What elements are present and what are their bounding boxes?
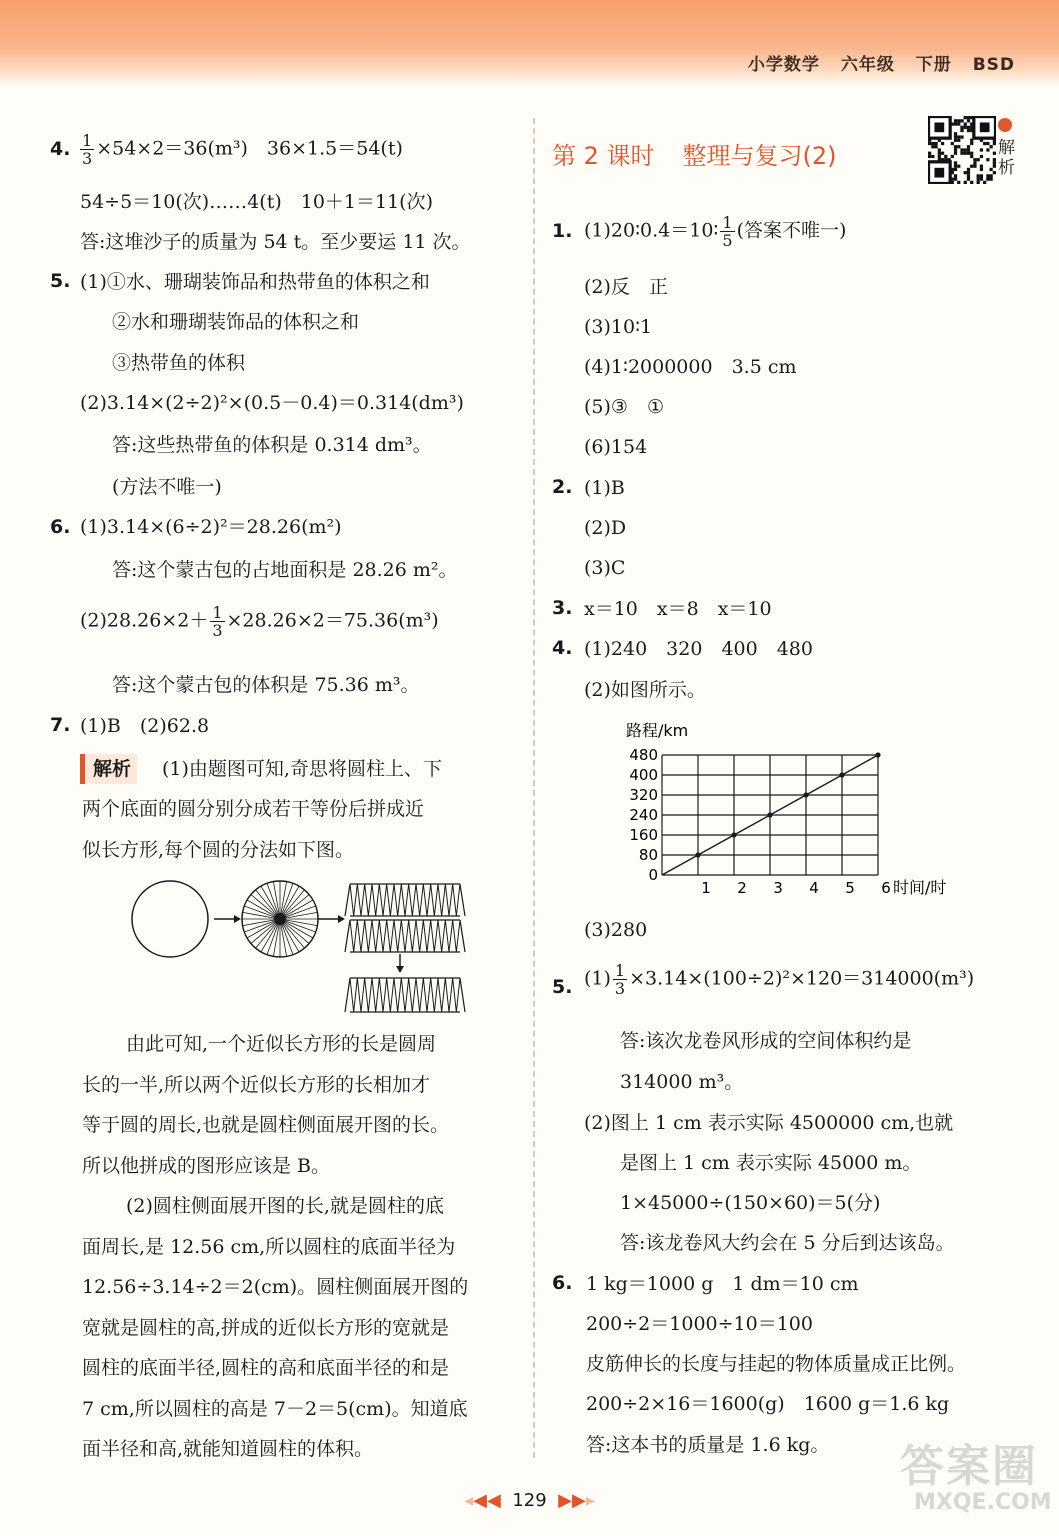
right-q5-line-1: (1) $\frac{1}{3}$ ×3.14×(100÷2)²×120＝314000(m³): [584, 961, 975, 998]
text-line: 宽就是圆柱的高,拼成的近似长方形的宽就是: [82, 1316, 450, 1339]
analysis-p1-first: (1)由题图可知,奇思将圆柱上、下: [162, 758, 442, 780]
chart-xlabel: 时间/时: [893, 878, 947, 897]
next-page-icon[interactable]: ▸: [585, 1490, 595, 1511]
fraction: $\frac{1}{3}$: [212, 603, 223, 640]
page-header-band: [0, 0, 1059, 86]
question-number-7: 7.: [50, 714, 71, 736]
qr-code-icon[interactable]: [928, 116, 996, 184]
right-q1-line-1: (1)20∶0.4＝10∶ $\frac{1}{5}$ (答案不唯一): [584, 213, 847, 250]
zigzag-teeth: [350, 884, 460, 916]
right-q1-line-6: (6)154: [584, 436, 648, 458]
prev-page-icon[interactable]: ◂: [464, 1490, 474, 1511]
header-subject: 小学数学: [747, 55, 820, 75]
right-q1-line-4: (4)1∶2000000 3.5 cm: [584, 356, 797, 378]
question-number-6: 6.: [50, 516, 71, 538]
right-q6-line-3: 皮筋伸长的长度与挂起的物体质量成正比例。: [586, 1353, 967, 1375]
chart-ticks: [629, 746, 890, 897]
header-edition: BSD: [972, 55, 1015, 75]
right-q6-line-1: 1 kg＝1000 g 1 dm＝10 cm: [586, 1273, 859, 1295]
arrow-down-icon: [396, 954, 404, 973]
left-q5-line-6: (方法不唯一): [112, 476, 222, 498]
watermark: [900, 1430, 1052, 1515]
data-point: [803, 792, 808, 797]
x-tick-label: 3: [773, 879, 783, 897]
zigzag-teeth: [350, 978, 460, 1012]
data-point: [875, 752, 880, 757]
text-line: 面周长,是 12.56 cm,所以圆柱的底面半径为: [82, 1235, 456, 1258]
data-point: [731, 832, 736, 837]
right-q1-line-3: (3)10∶1: [584, 316, 653, 338]
lesson-name: 整理与复习(2): [682, 142, 837, 170]
question-number-6: 6.: [552, 1272, 573, 1294]
x-tick-label: 2: [737, 879, 747, 897]
header-term: 下册: [915, 55, 952, 75]
chart-series: [662, 752, 881, 875]
left-q4-line-1: $\frac{1}{3}$ ×54×2＝36(m³) 36×1.5＝54(t): [82, 131, 403, 168]
right-q5-line-7: 答:该龙卷风大约会在 5 分后到达该岛。: [620, 1232, 955, 1254]
question-number-4: 4.: [552, 637, 573, 659]
x-tick-label: 5: [845, 879, 855, 897]
right-q4-line-2: (2)如图所示。: [584, 679, 706, 701]
y-tick-label: 320: [629, 786, 658, 804]
circle-division-diagram: [130, 878, 475, 1018]
right-q1-line-5: (5)③ ①: [584, 396, 664, 418]
analysis-p2: [82, 1024, 449, 1186]
right-q5-line-3: 314000 m³。: [620, 1071, 744, 1093]
x-tick-label: 4: [809, 879, 819, 897]
play-icon: [998, 118, 1012, 132]
text-line: 7 cm,所以圆柱的高是 7－2＝5(cm)。知道底: [82, 1397, 468, 1420]
right-q5-line-6: 1×45000÷(150×60)＝5(分): [620, 1192, 881, 1214]
distance-time-chart: [590, 712, 980, 902]
header-grade: 六年级: [840, 55, 895, 75]
left-q4-line-3: 答:这堆沙子的质量为 54 t。至少要运 11 次。: [80, 231, 471, 253]
right-q2-line-2: (2)D: [584, 517, 627, 539]
header-meta: [734, 50, 1015, 75]
x-tick-label: 1: [701, 879, 711, 897]
y-tick-label: 400: [629, 766, 658, 784]
data-point: [695, 852, 700, 857]
y-tick-label: 80: [638, 846, 658, 864]
right-q2-line-1: (1)B: [584, 477, 625, 499]
analysis-p1-rest: [82, 789, 424, 870]
x-tick-label: 6: [881, 879, 891, 897]
text-line: 由此可知,一个近似长方形的长是圆周: [126, 1033, 437, 1055]
right-q6-line-5: 答:这本书的质量是 1.6 kg。: [586, 1434, 830, 1456]
chart-ylabel: 路程/km: [626, 721, 689, 740]
text-line: 所以他拼成的图形应该是 B。: [82, 1154, 331, 1177]
text-line: (2)圆柱侧面展开图的长,就是圆柱的底: [126, 1195, 444, 1217]
left-q5-line-5: 答:这些热带鱼的体积是 0.314 dm³。: [112, 434, 432, 456]
text-line: 圆柱的底面半径,圆柱的高和底面半径的和是: [82, 1357, 450, 1379]
text-line: 长的一半,所以两个近似长方形的长相加才: [82, 1073, 431, 1096]
qr-label: 解析: [998, 138, 1015, 178]
left-q6-line-4: 答:这个蒙古包的体积是 75.36 m³。: [112, 674, 420, 696]
right-q5-line-4: (2)图上 1 cm 表示实际 4500000 cm,也就: [584, 1112, 954, 1134]
right-q5-line-5: 是图上 1 cm 表示实际 45000 m。: [620, 1152, 922, 1174]
next-page-icon[interactable]: ▶▶: [558, 1490, 586, 1511]
divided-circle: [242, 881, 318, 957]
page-number: 129: [512, 1490, 547, 1511]
fraction: $\frac{1}{5}$: [722, 213, 733, 250]
question-number-5: 5.: [552, 976, 573, 998]
data-point: [839, 772, 844, 777]
zigzag-teeth: [350, 920, 460, 952]
left-q7-line-1: (1)B (2)62.8: [80, 715, 210, 737]
data-point: [767, 812, 772, 817]
y-tick-label: 480: [629, 746, 658, 764]
left-q5-line-2: ②水和珊瑚装饰品的体积之和: [112, 311, 360, 333]
y-tick-label: 0: [648, 866, 658, 884]
y-tick-label: 240: [629, 806, 658, 824]
approx-rectangle-1: [345, 884, 465, 952]
right-q4-line-1: (1)240 320 400 480: [584, 638, 813, 660]
approx-rectangle-2: [345, 978, 465, 1012]
text-line: 等于圆的周长,也就是圆柱侧面展开图的长。: [82, 1114, 450, 1136]
fraction: $\frac{1}{3}$: [82, 131, 93, 168]
text-line: 面半径和高,就能知道圆柱的体积。: [82, 1438, 374, 1460]
question-number-3: 3.: [552, 597, 573, 619]
left-q6-line-3: (2)28.26×2＋ $\frac{1}{3}$ ×28.26×2＝75.36(m³): [80, 603, 439, 640]
right-q1-line-2: (2)反 正: [584, 276, 668, 298]
watermark-url: MXQE.COM: [914, 1490, 1052, 1515]
text-line: 似长方形,每个圆的分法如下图。: [82, 838, 355, 861]
prev-page-icon[interactable]: ◀◀: [473, 1490, 501, 1511]
y-tick-label: 160: [629, 826, 658, 844]
right-q2-line-3: (3)C: [584, 557, 626, 579]
question-number-5: 5.: [50, 270, 71, 292]
right-q6-line-2: 200÷2＝1000÷10＝100: [586, 1313, 813, 1335]
text-line: 12.56÷3.14÷2＝2(cm)。圆柱侧面展开图的: [82, 1276, 469, 1298]
plain-circle: [132, 881, 208, 957]
analysis-tag: 解析: [80, 754, 137, 784]
watermark-title: 答案圈: [900, 1441, 1038, 1492]
lesson-number: 第 2 课时: [552, 142, 655, 170]
text-line: 两个底面的圆分别分成若干等份后拼成近: [82, 798, 425, 820]
left-q6-line-2: 答:这个蒙古包的占地面积是 28.26 m²。: [112, 559, 458, 581]
arrow-right-icon: [318, 915, 345, 923]
question-number-4: 4.: [50, 138, 71, 160]
question-number-1: 1.: [552, 220, 573, 242]
fraction: $\frac{1}{3}$: [614, 961, 626, 998]
analysis-p3: [82, 1186, 468, 1470]
left-q6-line-1: (1)3.14×(6÷2)²＝28.26(m²): [80, 516, 342, 538]
arrow-right-icon: [214, 915, 241, 923]
left-q5-line-1: (1)①水、珊瑚装饰品和热带鱼的体积之和: [80, 271, 430, 293]
right-q5-line-2: 答:该次龙卷风形成的空间体积约是: [620, 1030, 912, 1052]
column-divider: [533, 118, 535, 1458]
right-q3-line-1: x＝10 x＝8 x＝10: [584, 598, 772, 620]
right-q4-line-3: (3)280: [584, 919, 648, 941]
lesson-title: [552, 136, 837, 171]
left-q5-line-4: (2)3.14×(2÷2)²×(0.5－0.4)＝0.314(dm³): [80, 392, 464, 414]
right-q6-line-4: 200÷2×16＝1600(g) 1600 g＝1.6 kg: [586, 1393, 950, 1415]
left-q5-line-3: ③热带鱼的体积: [112, 352, 246, 374]
left-q4-line-2: 54÷5＝10(次)……4(t) 10＋1＝11(次): [80, 191, 434, 213]
question-number-2: 2.: [552, 476, 573, 498]
